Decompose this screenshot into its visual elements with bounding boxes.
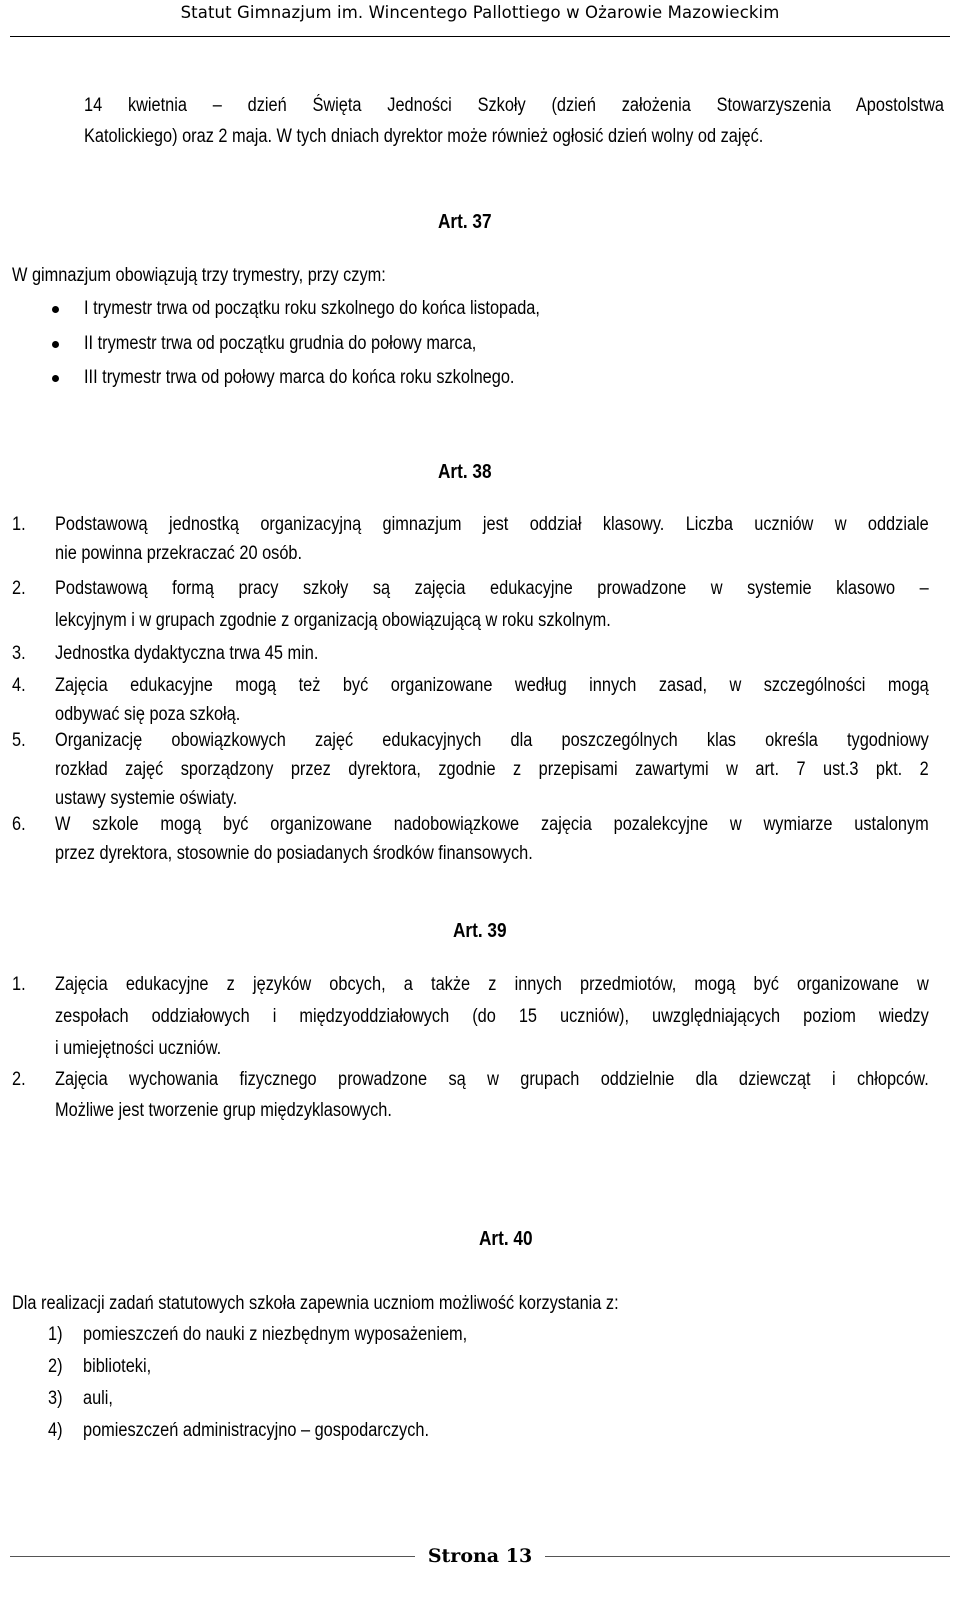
intro-line-1: 14 kwietnia – dzień Święta Jedności Szkoły (dzień założenia Stowarzyszenia Apostolstwa <box>84 95 944 116</box>
list-number: 5. <box>12 730 26 751</box>
list-item-line: i umiejętności uczniów. <box>55 1038 222 1059</box>
list-item-line: Jednostka dydaktyczna trwa 45 min. <box>55 643 319 664</box>
list-item: III trymestr trwa od połowy marca do końca roku szkolnego. <box>84 367 515 388</box>
art-40-lead: Dla realizacji zadań statutowych szkoła zapewnia uczniom możliwość korzystania z: <box>12 1293 619 1314</box>
list-item-line: Podstawową formą pracy szkoły są zajęcia edukacyjne prowadzone w systemie klasowo – <box>55 578 929 599</box>
list-item-line: rozkład zajęć sporządzony przez dyrektora, zgodnie z przepisami zawartymi w art. 7 ust.3 pkt. 2 <box>55 759 929 780</box>
art-40-heading: Art. 40 <box>479 1228 533 1250</box>
list-item-line: Zajęcia wychowania fizycznego prowadzone są w grupach oddzielnie dla dziewcząt i chłopców. <box>55 1069 929 1090</box>
list-item: pomieszczeń do nauki z niezbędnym wyposażeniem, <box>83 1324 468 1345</box>
list-number: 2. <box>12 1069 26 1090</box>
list-item-line: lekcyjnym i w grupach zgodnie z organizacją obowiązującą w roku szkolnym. <box>55 610 611 631</box>
intro-line-2: Katolickiego) oraz 2 maja. W tych dniach dyrektor może również ogłosić dzień wolny od zajęć. <box>84 126 764 147</box>
art-37-heading: Art. 37 <box>438 211 492 233</box>
list-number: 4) <box>48 1420 63 1441</box>
list-number: 4. <box>12 675 26 696</box>
list-item: biblioteki, <box>83 1356 152 1377</box>
list-number: 1. <box>12 974 26 995</box>
list-item-line: Podstawową jednostką organizacyjną gimnazjum jest oddział klasowy. Liczba uczniów w oddziale <box>55 514 929 535</box>
list-number: 2. <box>12 578 26 599</box>
list-number: 3) <box>48 1388 63 1409</box>
list-item-line: nie powinna przekraczać 20 osób. <box>55 543 303 564</box>
list-number: 2) <box>48 1356 63 1377</box>
header-title: Statut Gimnazjum im. Wincentego Pallottiego w Ożarowie Mazowieckim <box>180 3 780 22</box>
list-item: I trymestr trwa od początku roku szkolnego do końca listopada, <box>84 298 540 319</box>
list-number: 1) <box>48 1324 63 1345</box>
art-38-heading: Art. 38 <box>438 461 492 483</box>
list-item-line: Możliwe jest tworzenie grup międzyklasowych. <box>55 1100 392 1121</box>
bullet-icon <box>52 375 59 382</box>
list-item-line: Zajęcia edukacyjne z języków obcych, a także z innych przedmiotów, mogą być organizowane w <box>55 974 929 995</box>
list-number: 3. <box>12 643 26 664</box>
list-item: auli, <box>83 1388 113 1409</box>
list-item: II trymestr trwa od początku grudnia do połowy marca, <box>84 333 477 354</box>
page-number: Strona 13 <box>427 1545 533 1567</box>
list-item-line: Zajęcia edukacyjne mogą też być organizowane według innych zasad, w szczególności mogą <box>55 675 929 696</box>
list-item-line: zespołach oddziałowych i międzyoddziałowych (do 15 uczniów), uwzględniających poziom wiedzy <box>55 1006 929 1027</box>
list-item-line: ustawy systemie oświaty. <box>55 788 238 809</box>
list-number: 1. <box>12 514 26 535</box>
list-number: 6. <box>12 814 26 835</box>
list-item-line: Organizację obowiązkowych zajęć edukacyjnych dla poszczególnych klas określa tygodniowy <box>55 730 929 751</box>
bullet-icon <box>52 306 59 313</box>
page-header <box>10 0 950 37</box>
list-item-line: przez dyrektora, stosownie do posiadanych środków finansowych. <box>55 843 533 864</box>
art-37-lead: W gimnazjum obowiązują trzy trymestry, przy czym: <box>12 265 386 286</box>
list-item-line: W szkole mogą być organizowane nadobowiązkowe zajęcia pozalekcyjne w wymiarze ustalonym <box>55 814 929 835</box>
bullet-icon <box>52 341 59 348</box>
art-39-heading: Art. 39 <box>453 920 507 942</box>
list-item-line: odbywać się poza szkołą. <box>55 704 241 725</box>
list-item: pomieszczeń administracyjno – gospodarczych. <box>83 1420 430 1441</box>
